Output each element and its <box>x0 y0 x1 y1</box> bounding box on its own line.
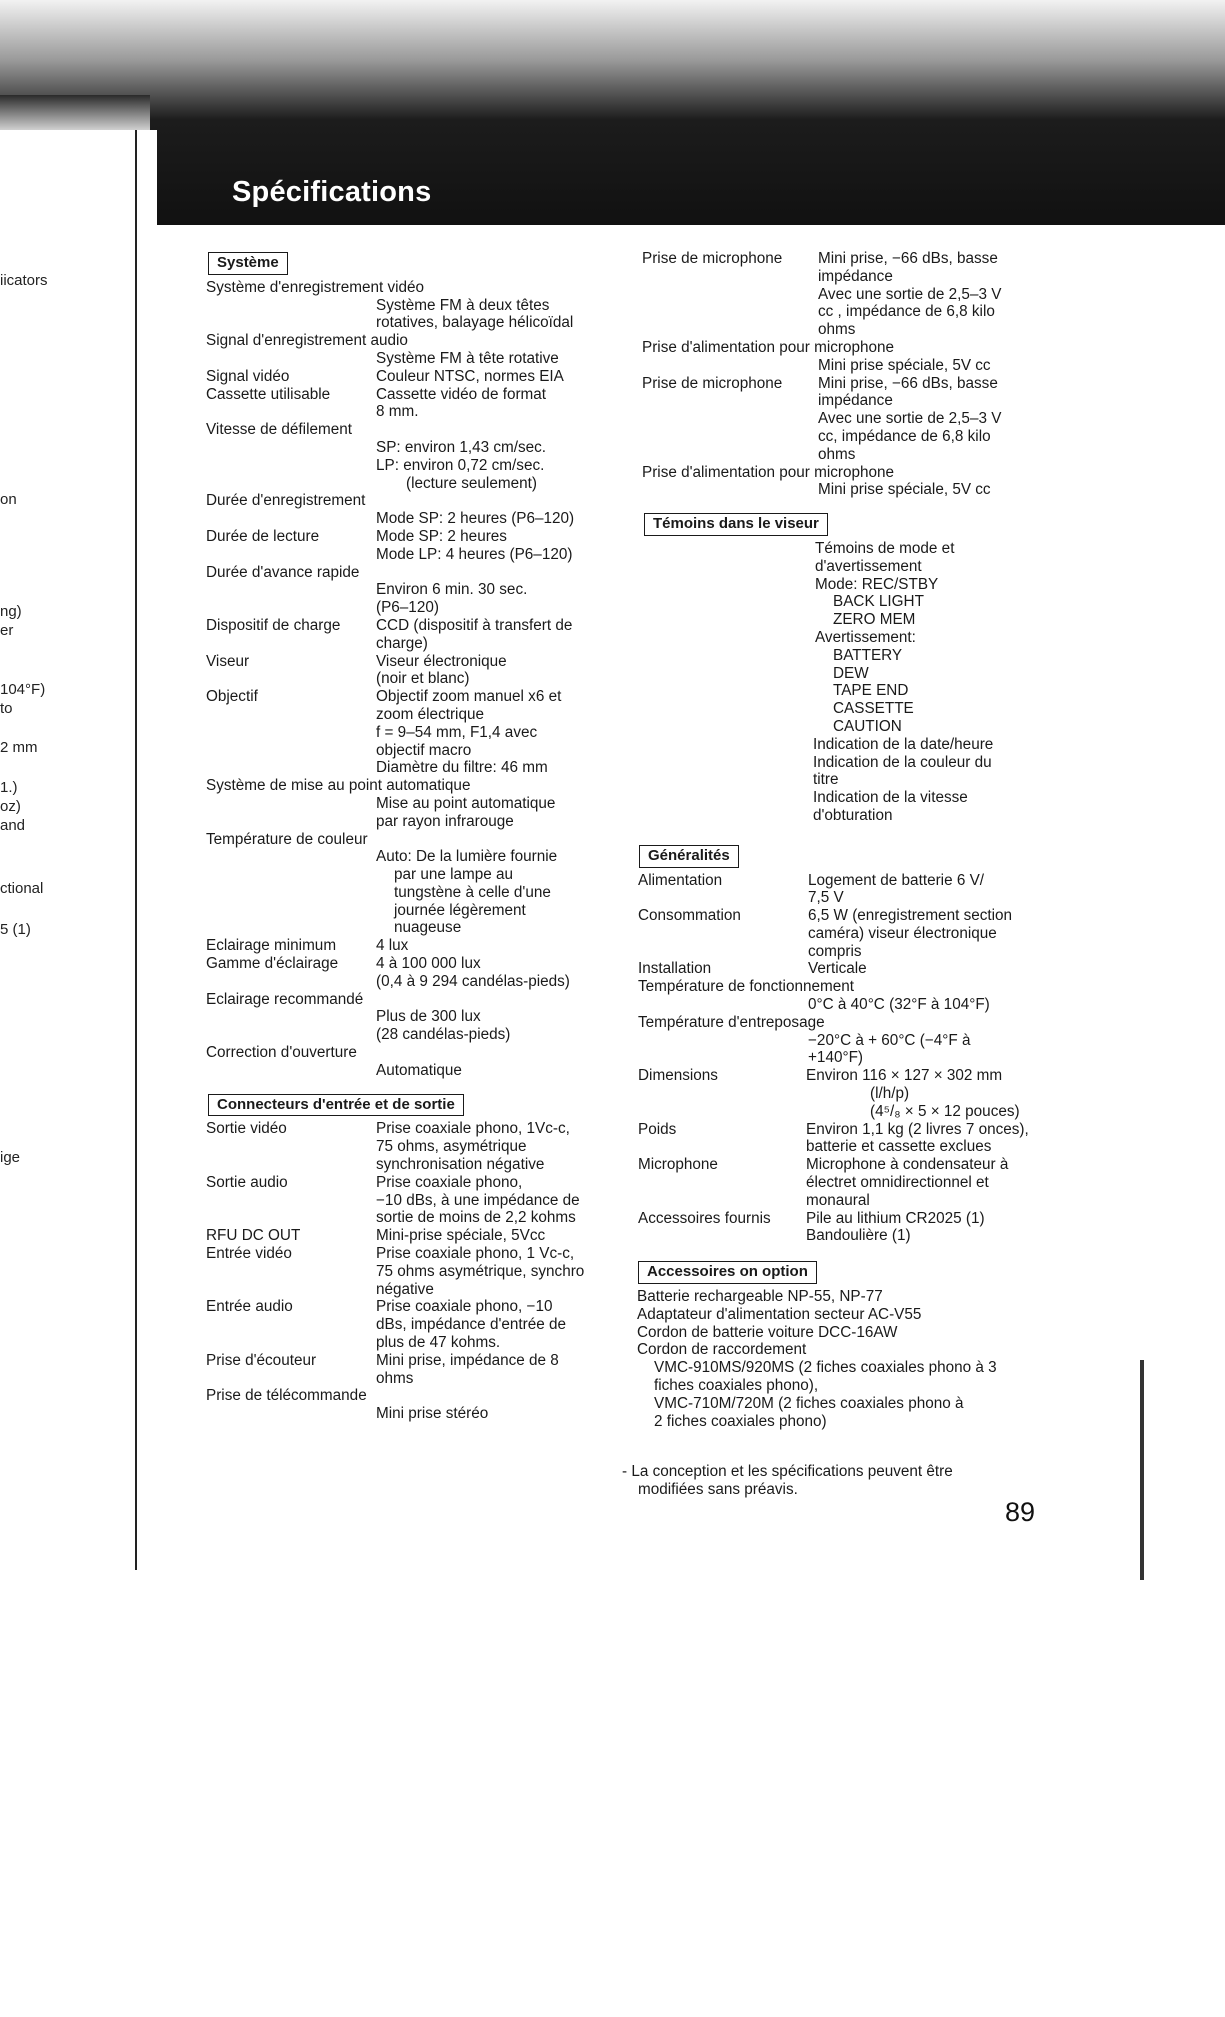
section-heading-connecteurs: Connecteurs d'entrée et de sortie <box>208 1094 464 1117</box>
spec-label: Sortie vidéo <box>206 1120 287 1138</box>
edge-fragment: and <box>0 817 26 834</box>
section-heading-systeme: Système <box>208 252 288 275</box>
spec-value: BATTERY <box>833 646 903 664</box>
accessory-item: fiches coaxiales phono), <box>654 1377 819 1395</box>
spec-value: journée légèrement <box>394 901 526 919</box>
spec-value: 7,5 V <box>808 889 844 907</box>
spec-value: Témoins de mode et <box>815 539 955 557</box>
footnote-line: - La conception et les spécifications peuvent être <box>622 1463 953 1480</box>
spec-label: Microphone <box>638 1156 718 1174</box>
spec-label: Sortie audio <box>206 1173 288 1191</box>
spec-value: −20°C à + 60°C (−4°F à <box>808 1031 971 1049</box>
spec-label: Eclairage recommandé <box>206 990 364 1008</box>
spec-label: Accessoires fournis <box>638 1209 771 1227</box>
spec-value: par une lampe au <box>394 866 514 884</box>
spec-value: ohms <box>818 321 856 339</box>
spec-value: (0,4 à 9 294 candélas-pieds) <box>376 972 570 990</box>
spec-value: 6,5 W (enregistrement section <box>808 907 1013 925</box>
spec-value: ZERO MEM <box>833 611 916 629</box>
spec-label: Durée d'enregistrement <box>206 492 366 510</box>
left-column <box>206 246 626 1423</box>
footnote <box>622 1463 1042 1499</box>
edge-fragment: iicators <box>0 272 48 289</box>
spec-label: Système d'enregistrement vidéo <box>206 278 425 296</box>
edge-fragment: 5 (1) <box>0 921 31 938</box>
spec-value: sortie de moins de 2,2 kohms <box>376 1209 576 1227</box>
right-column <box>637 250 1062 1430</box>
spec-value: titre <box>813 771 839 789</box>
spec-value: ohms <box>818 445 856 463</box>
spec-label: Température d'entreposage <box>638 1013 825 1031</box>
spec-value: Environ 116 × 127 × 302 mm <box>806 1067 1003 1085</box>
spec-value: 75 ohms, asymétrique <box>376 1138 527 1156</box>
spec-value: cc, impédance de 6,8 kilo <box>818 427 991 445</box>
spec-value: Avertissement: <box>815 628 916 646</box>
page-number: 89 <box>1005 1497 1036 1527</box>
spec-label: Vitesse de défilement <box>206 421 352 439</box>
spec-value: (lecture seulement) <box>406 474 537 492</box>
spec-value: cc , impédance de 6,8 kilo <box>818 303 995 321</box>
spec-value: Diamètre du filtre: 46 mm <box>376 759 548 777</box>
edge-fragment: ige <box>0 1149 21 1166</box>
edge-mark <box>1140 1360 1144 1580</box>
spec-value: caméra) viseur électronique <box>808 924 997 942</box>
spec-label: Température de couleur <box>206 830 368 848</box>
spec-value: Mode LP: 4 heures (P6–120) <box>376 545 573 563</box>
spec-label: Installation <box>638 960 712 978</box>
spec-value: f = 9–54 mm, F1,4 avec <box>376 723 538 741</box>
accessory-item: 2 fiches coaxiales phono) <box>654 1412 827 1430</box>
spec-value: zoom électrique <box>376 705 484 723</box>
edge-fragment: er <box>0 622 14 639</box>
spec-value: Mode SP: 2 heures <box>376 527 507 545</box>
spec-label: Alimentation <box>638 871 723 889</box>
spec-value: Couleur NTSC, normes EIA <box>376 367 564 385</box>
spec-value: LP: environ 0,72 cm/sec. <box>376 456 545 474</box>
edge-fragment: 104°F) <box>0 681 46 698</box>
spec-label: RFU DC OUT <box>206 1227 301 1245</box>
spec-value: Prise coaxiale phono, −10 <box>376 1298 553 1316</box>
spec-value: électret omnidirectionnel et <box>806 1174 989 1192</box>
spec-label: Gamme d'éclairage <box>206 955 339 973</box>
edge-fragment: ng) <box>0 603 22 620</box>
spec-label: Objectif <box>206 688 258 706</box>
spec-value: Prise coaxiale phono, 1Vc-c, <box>376 1120 570 1138</box>
spec-value: Système FM à deux têtes <box>376 296 550 314</box>
spec-value: batterie et cassette exclues <box>806 1138 992 1156</box>
spec-label: Eclairage minimum <box>206 937 337 955</box>
spec-value: Mise au point automatique <box>376 794 556 812</box>
spec-value: CAUTION <box>833 717 902 735</box>
spec-label: Durée d'avance rapide <box>206 563 360 581</box>
spec-value: dBs, impédance d'entrée de <box>376 1316 567 1334</box>
spec-value: Auto: De la lumière fournie <box>376 848 558 866</box>
spec-value: plus de 47 kohms. <box>376 1334 501 1352</box>
spec-value: (4⁵/₈ × 5 × 12 pouces) <box>870 1102 1020 1120</box>
spec-value: Automatique <box>376 1061 462 1079</box>
spec-value: tungstène à celle d'une <box>394 883 551 901</box>
spec-value: Indication de la couleur du <box>813 753 992 771</box>
spec-value: Mini prise, impédance de 8 <box>376 1351 559 1369</box>
spec-label: Entrée audio <box>206 1298 293 1316</box>
accessory-item: Adaptateur d'alimentation secteur AC-V55 <box>637 1305 922 1323</box>
spec-value: Verticale <box>808 960 867 978</box>
spec-value: 75 ohms asymétrique, synchro <box>376 1262 585 1280</box>
spec-value: Microphone à condensateur à <box>806 1156 1009 1174</box>
edge-fragment: 1.) <box>0 779 18 796</box>
spec-value: monaural <box>806 1191 870 1209</box>
spec-value: −10 dBs, à une impédance de <box>376 1191 580 1209</box>
footnote-line: modifiées sans préavis. <box>638 1481 798 1498</box>
spec-value: (P6–120) <box>376 599 439 617</box>
spec-value: Plus de 300 lux <box>376 1008 481 1026</box>
spec-label: Prise d'écouteur <box>206 1351 317 1369</box>
spec-value: Mini prise spéciale, 5V cc <box>818 356 991 374</box>
spec-value: +140°F) <box>808 1049 864 1067</box>
spec-value: DEW <box>833 664 869 682</box>
spec-value: impédance <box>818 267 893 285</box>
spec-value: CCD (dispositif à transfert de <box>376 616 573 634</box>
spec-value: Avec une sortie de 2,5–3 V <box>818 285 1002 303</box>
spec-value: TAPE END <box>833 682 909 700</box>
edge-fragment: to <box>0 700 13 717</box>
spec-value: Mini prise, −66 dBs, basse <box>818 374 998 392</box>
spec-value: nuageuse <box>394 919 462 937</box>
spec-value: BACK LIGHT <box>833 593 924 611</box>
spec-value: par rayon infrarouge <box>376 812 514 830</box>
spec-label: Consommation <box>638 907 741 925</box>
edge-fragment: ctional <box>0 880 44 897</box>
spec-value: synchronisation négative <box>376 1156 545 1174</box>
spec-value: négative <box>376 1280 434 1298</box>
spec-value: d'obturation <box>813 806 893 824</box>
spec-value: (28 candélas-pieds) <box>376 1026 511 1044</box>
accessory-item: VMC-710M/720M (2 fiches coaxiales phono à <box>654 1394 964 1412</box>
spec-label: Correction d'ouverture <box>206 1044 357 1062</box>
spec-value: compris <box>808 942 862 960</box>
spec-value: charge) <box>376 634 428 652</box>
spec-value: ohms <box>376 1369 414 1387</box>
spec-value: d'avertissement <box>815 557 922 575</box>
spec-label: Prise de télécommande <box>206 1387 367 1405</box>
spec-value: impédance <box>818 392 893 410</box>
spec-value: Mini prise stéréo <box>376 1405 489 1423</box>
spec-value: Viseur électronique <box>376 652 507 670</box>
spec-value: 0°C à 40°C (32°F à 104°F) <box>808 996 990 1014</box>
spec-value: Objectif zoom manuel x6 et <box>376 688 562 706</box>
spec-value: Mode: REC/STBY <box>815 575 939 593</box>
accessory-item: Cordon de raccordement <box>637 1341 807 1359</box>
spec-value: Environ 1,1 kg (2 livres 7 onces), <box>806 1120 1029 1138</box>
spec-label: Signal vidéo <box>206 367 290 385</box>
spec-label: Poids <box>638 1120 677 1138</box>
spec-value: (noir et blanc) <box>376 670 470 688</box>
page-title: Spécifications <box>232 176 432 208</box>
spec-value: Mini-prise spéciale, 5Vcc <box>376 1227 546 1245</box>
header-band <box>0 0 1225 225</box>
spec-value: 8 mm. <box>376 403 419 421</box>
page-fold-line <box>135 130 137 1570</box>
spec-label: Cassette utilisable <box>206 385 331 403</box>
spec-value: (l/h/p) <box>870 1085 910 1103</box>
section-heading-accessoires: Accessoires on option <box>638 1261 817 1284</box>
spec-value: rotatives, balayage hélicoïdal <box>376 314 574 332</box>
accessory-item: Batterie rechargeable NP-55, NP-77 <box>637 1288 883 1306</box>
header-gap <box>0 130 157 225</box>
edge-fragment: on <box>0 491 17 508</box>
spec-label: Prise d'alimentation pour microphone <box>642 463 895 481</box>
spec-label: Dimensions <box>638 1067 718 1085</box>
accessory-item: VMC-910MS/920MS (2 fiches coaxiales phono à 3 <box>654 1359 997 1377</box>
spec-label: Prise de microphone <box>642 374 783 392</box>
spec-value: objectif macro <box>376 741 472 759</box>
edge-fragment: 2 mm <box>0 739 38 756</box>
spec-value: Cassette vidéo de format <box>376 385 547 403</box>
spec-value: Environ 6 min. 30 sec. <box>376 581 528 599</box>
spec-value: Mode SP: 2 heures (P6–120) <box>376 510 575 528</box>
spec-label: Durée de lecture <box>206 527 320 545</box>
spec-value: Prise coaxiale phono, 1 Vc-c, <box>376 1245 575 1263</box>
spec-value: Prise coaxiale phono, <box>376 1173 523 1191</box>
edge-fragment: oz) <box>0 798 21 815</box>
spec-label: Viseur <box>206 652 250 670</box>
spec-value: Pile au lithium CR2025 (1) <box>806 1209 985 1227</box>
spec-label: Prise de microphone <box>642 250 783 267</box>
spec-label: Entrée vidéo <box>206 1245 292 1263</box>
spec-label: Dispositif de charge <box>206 616 341 634</box>
accessory-item: Cordon de batterie voiture DCC-16AW <box>637 1323 898 1341</box>
section-heading-generalites: Généralités <box>639 845 739 868</box>
spec-value: Indication de la vitesse <box>813 789 968 807</box>
spec-value: Logement de batterie 6 V/ <box>808 871 985 889</box>
spec-value: Mini prise spéciale, 5V cc <box>818 481 991 499</box>
spec-value: Bandoulière (1) <box>806 1227 911 1245</box>
spec-label: Signal d'enregistrement audio <box>206 332 408 350</box>
spec-label: Système de mise au point automatique <box>206 777 471 795</box>
spec-value: 4 lux <box>376 937 409 955</box>
spec-value: Mini prise, −66 dBs, basse <box>818 250 998 267</box>
spec-value: Avec une sortie de 2,5–3 V <box>818 410 1002 428</box>
spec-value: Système FM à tête rotative <box>376 349 559 367</box>
section-heading-temoins: Témoins dans le viseur <box>644 513 828 536</box>
spec-value: SP: environ 1,43 cm/sec. <box>376 438 547 456</box>
spec-label: Température de fonctionnement <box>638 978 854 996</box>
spec-label: Prise d'alimentation pour microphone <box>642 338 895 356</box>
spec-value: CASSETTE <box>833 700 914 718</box>
spec-value: Indication de la date/heure <box>813 735 994 753</box>
spec-value: 4 à 100 000 lux <box>376 955 481 973</box>
